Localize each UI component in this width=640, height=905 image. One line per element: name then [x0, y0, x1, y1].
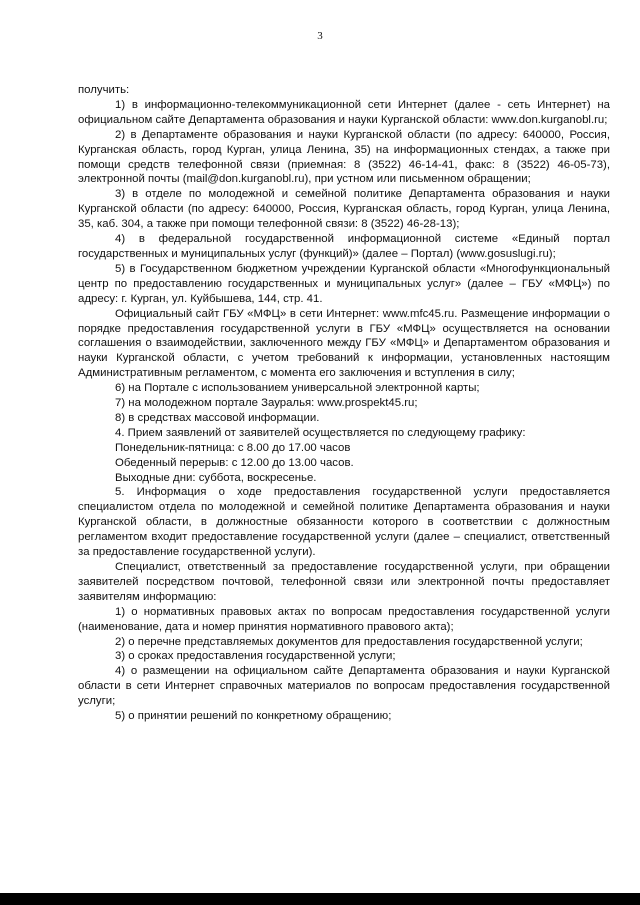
paragraph: Официальный сайт ГБУ «МФЦ» в сети Интернет: www.mfc45.ru. Размещение информации о порядке предоставления государственной услуги в ГБУ «МФЦ» осуществляется на основании соглашения о взаимодействии, заключенного между ГБУ «МФЦ» и Департаментом образования и науки Курганской области, с учетом требований к информации, установленных настоящим Административным регламентом, с момента его заключения и вступления в силу;	[78, 307, 610, 380]
paragraph: 4) о размещении на официальном сайте Департамента образования и науки Курганской области в сети Интернет справочных материалов по вопросам предоставления государственной услуги;	[78, 665, 610, 708]
paragraph: Понедельник-пятница: с 8.00 до 17.00 часов	[115, 441, 351, 454]
document-body	[78, 83, 610, 724]
paragraph: 1) в информационно-телекоммуникационной сети Интернет (далее - сеть Интернет) на официальном сайте Департамента образования и науки Курганской области: www.don.kurganobl.ru;	[78, 98, 610, 126]
paragraph: 3) о сроках предоставления государственной услуги;	[115, 650, 396, 663]
paragraph: 8) в средствах массовой информации.	[115, 411, 320, 424]
paragraph: 4) в федеральной государственной информационной системе «Единый портал государственных и муниципальных услуг (функций)» (далее – Портал) (www.gosuslugi.ru);	[78, 233, 610, 260]
paragraph: 7) на молодежном портале Зауралья: www.prospekt45.ru;	[115, 397, 418, 410]
paragraph: 5) о принятии решений по конкретному обращению;	[115, 710, 392, 723]
paragraph: 2) в Департаменте образования и науки Курганской области (по адресу: 640000, Россия, Курганская область, город Курган, улица Ленина, 35) на информационных стендах, а также при помощи средств телефонной связи (приемная: 8 (3522) 46-14-41, факс: 8 (3522) 46-05-73), электронной почты (mail@don.kurganobl.ru), при устном или письменном обращении;	[78, 128, 610, 186]
scan-edge-bar	[0, 893, 640, 905]
paragraph: получить:	[78, 84, 130, 96]
paragraph: 4. Прием заявлений от заявителей осуществляется по следующему графику:	[115, 426, 526, 439]
paragraph: Обеденный перерыв: с 12.00 до 13.00 часов.	[115, 456, 354, 469]
paragraph: 2) о перечне представляемых документов для предоставления государственной услуги;	[115, 635, 583, 648]
paragraph: 5) в Государственном бюджетном учреждении Курганской области «Многофункциональный центр по предоставлению государственных и муниципальных услуг» (далее – ГБУ «МФЦ») по адресу: г. Курган, ул. Куйбышева, 144, стр. 41.	[78, 262, 610, 305]
paragraph: 1) о нормативных правовых актах по вопросам предоставления государственной услуги (наименование, дата и номер принятия нормативного правового акта);	[78, 605, 610, 633]
paragraph: Выходные дни: суббота, воскресенье.	[115, 471, 317, 484]
paragraph: 3) в отделе по молодежной и семейной политике Департамента образования и науки Курганской области (по адресу: 640000, Россия, Курганская область, город Курган, улица Ленина, 35, каб. 304, а также при помощи телефонной связи: 8 (3522) 46-28-13);	[78, 188, 610, 231]
paragraph: Специалист, ответственный за предоставление государственной услуги, при обращении заявителей посредством почтовой, телефонной связи или электронной почты предоставляет заявителям информацию:	[78, 561, 610, 603]
page-number: 3	[317, 30, 323, 42]
paragraph: 6) на Портале с использованием универсальной электронной карты;	[115, 382, 480, 395]
paragraph: 5. Информация о ходе предоставления государственной услуги предоставляется специалистом отдела по молодежной и семейной политике Департамента образования и науки Курганской области, в должностные обязанности которого в соответствии с должностным регламентом входит предоставление государственной услуги (далее – специалист, ответственный за предоставление государственной услуги).	[78, 486, 610, 559]
